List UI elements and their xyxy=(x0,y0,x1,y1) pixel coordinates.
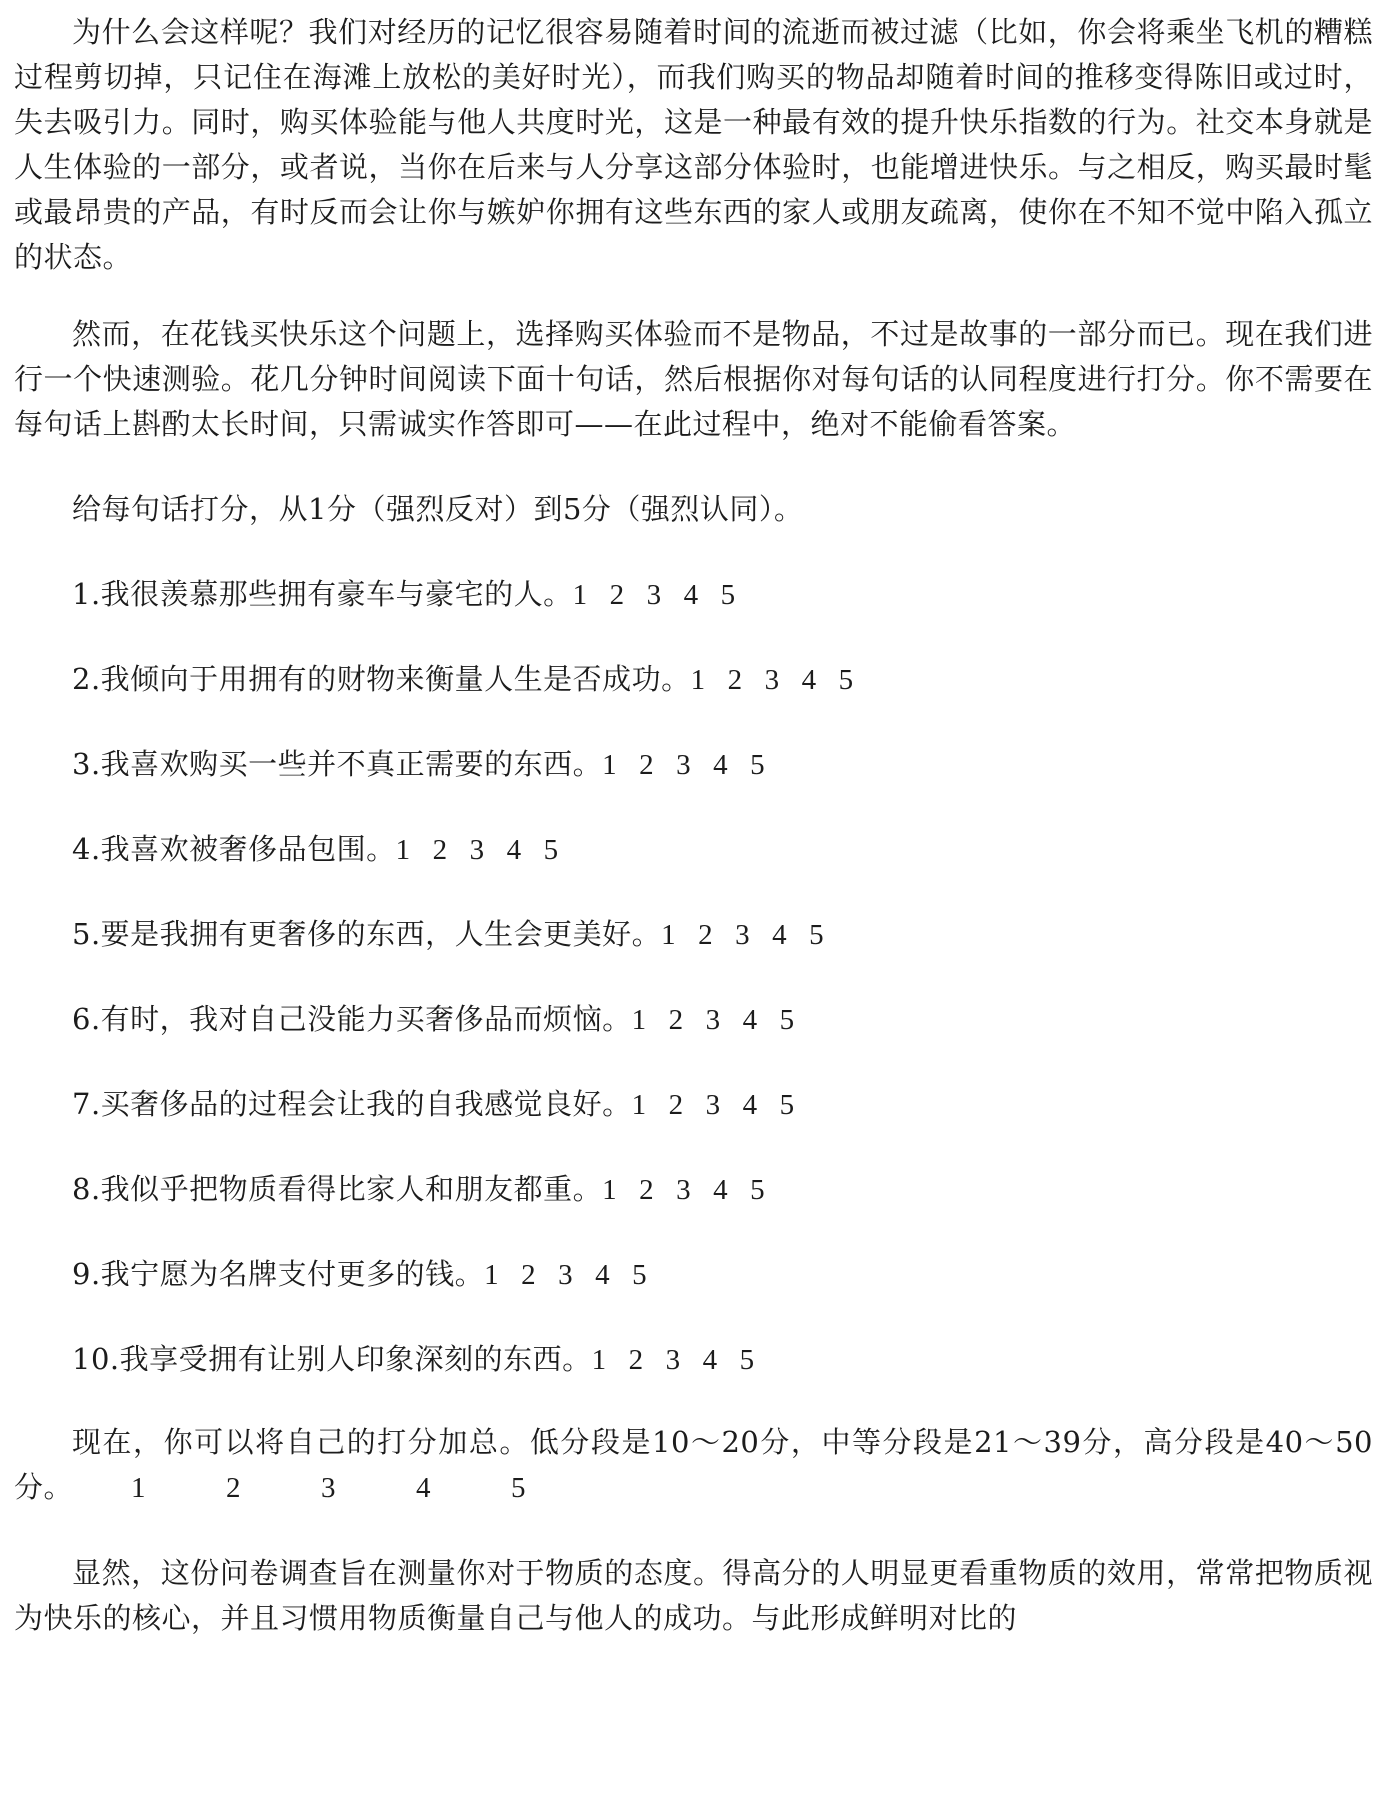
rating-scale xyxy=(632,1002,817,1036)
rating-4: 4 xyxy=(801,664,817,696)
rating-scale xyxy=(592,1342,777,1376)
rating-3: 3 xyxy=(321,1472,337,1504)
rating-4: 4 xyxy=(506,834,522,866)
rating-1: 1 xyxy=(631,1089,647,1121)
quiz-item xyxy=(14,1252,1373,1337)
rating-1: 1 xyxy=(631,1004,647,1036)
rating-3: 3 xyxy=(665,1344,681,1376)
rating-1: 1 xyxy=(484,1259,500,1291)
rating-1: 1 xyxy=(690,664,706,696)
quiz-items-list xyxy=(14,572,1373,1382)
rating-1: 1 xyxy=(395,834,411,866)
quiz-item xyxy=(14,912,1373,997)
rating-5: 5 xyxy=(809,919,825,951)
paragraph-total xyxy=(14,1420,1373,1511)
paragraph-instruction: 给每句话打分，从1分（强烈反对）到5分（强烈认同）。 xyxy=(72,492,804,526)
rating-4: 4 xyxy=(702,1344,718,1376)
quiz-item-text: 3.我喜欢购买一些并不真正需要的东西。 xyxy=(72,747,603,781)
rating-5: 5 xyxy=(750,1174,766,1206)
quiz-item xyxy=(14,1082,1373,1167)
rating-3: 3 xyxy=(764,664,780,696)
rating-3: 3 xyxy=(735,919,751,951)
rating-4: 4 xyxy=(595,1259,611,1291)
paragraph-intro: 为什么会这样呢？我们对经历的记忆很容易随着时间的流逝而被过滤（比如，你会将乘坐飞机的糟糕过程剪切掉，只记住在海滩上放松的美好时光），而我们购买的物品却随着时间的推移变得陈旧或过时，失去吸引力。同时，购买体验能与他人共度时光，这是一种最有效的提升快乐指数的行为。社交本身就是人生体验的一部分，或者说，当你在后来与人分享这部分体验时，也能增进快乐。与之相反，购买最时髦或最昂贵的产品，有时反而会让你与嫉妒你拥有这些东西的家人或朋友疏离，使你在不知不觉中陷入孤立的状态。 xyxy=(14,15,1373,274)
rating-4: 4 xyxy=(416,1472,432,1504)
rating-5: 5 xyxy=(739,1344,755,1376)
rating-2: 2 xyxy=(521,1259,537,1291)
rating-scale xyxy=(691,662,876,696)
rating-3: 3 xyxy=(469,834,485,866)
rating-2: 2 xyxy=(727,664,743,696)
rating-2: 2 xyxy=(698,919,714,951)
quiz-item xyxy=(14,1167,1373,1252)
rating-5: 5 xyxy=(543,834,559,866)
rating-4: 4 xyxy=(713,749,729,781)
rating-2: 2 xyxy=(639,749,655,781)
rating-scale xyxy=(73,1470,548,1504)
rating-4: 4 xyxy=(713,1174,729,1206)
quiz-item-text: 7.买奢侈品的过程会让我的自我感觉良好。 xyxy=(72,1087,632,1121)
rating-2: 2 xyxy=(639,1174,655,1206)
paragraph-quiz-intro: 然而，在花钱买快乐这个问题上，选择购买体验而不是物品，不过是故事的一部分而已。现在我们进行一个快速测验。花几分钟时间阅读下面十句话，然后根据你对每句话的认同程度进行打分。你不需要在每句话上斟酌太长时间，只需诚实作答即可——在此过程中，绝对不能偷看答案。 xyxy=(14,317,1373,441)
rating-scale xyxy=(602,1172,787,1206)
rating-2: 2 xyxy=(226,1472,242,1504)
rating-1: 1 xyxy=(572,579,588,611)
quiz-item xyxy=(14,742,1373,827)
rating-2: 2 xyxy=(432,834,448,866)
rating-scale xyxy=(396,832,581,866)
quiz-item-text: 5.要是我拥有更奢侈的东西，人生会更美好。 xyxy=(72,917,662,951)
quiz-item-text: 6.有时，我对自己没能力买奢侈品而烦恼。 xyxy=(72,1002,632,1036)
rating-4: 4 xyxy=(742,1004,758,1036)
quiz-item-text: 2.我倾向于用拥有的财物来衡量人生是否成功。 xyxy=(72,662,691,696)
rating-2: 2 xyxy=(668,1089,684,1121)
rating-5: 5 xyxy=(838,664,854,696)
rating-2: 2 xyxy=(628,1344,644,1376)
quiz-item xyxy=(14,827,1373,912)
rating-5: 5 xyxy=(779,1004,795,1036)
rating-1: 1 xyxy=(602,1174,618,1206)
rating-scale xyxy=(573,577,758,611)
quiz-item xyxy=(14,1337,1373,1382)
rating-3: 3 xyxy=(558,1259,574,1291)
rating-2: 2 xyxy=(668,1004,684,1036)
rating-3: 3 xyxy=(676,1174,692,1206)
rating-1: 1 xyxy=(661,919,677,951)
rating-4: 4 xyxy=(742,1089,758,1121)
rating-1: 1 xyxy=(131,1472,147,1504)
quiz-item xyxy=(14,657,1373,742)
rating-scale xyxy=(632,1087,817,1121)
rating-3: 3 xyxy=(646,579,662,611)
rating-scale xyxy=(661,917,846,951)
rating-4: 4 xyxy=(772,919,788,951)
rating-1: 1 xyxy=(591,1344,607,1376)
quiz-item-text: 10.我享受拥有让别人印象深刻的东西。 xyxy=(72,1342,592,1376)
rating-1: 1 xyxy=(602,749,618,781)
quiz-item-text: 1.我很羡慕那些拥有豪车与豪宅的人。 xyxy=(72,577,573,611)
quiz-item-text: 8.我似乎把物质看得比家人和朋友都重。 xyxy=(72,1172,603,1206)
rating-5: 5 xyxy=(720,579,736,611)
rating-4: 4 xyxy=(683,579,699,611)
quiz-item-text: 9.我宁愿为名牌支付更多的钱。 xyxy=(72,1257,485,1291)
rating-5: 5 xyxy=(750,749,766,781)
quiz-item-text: 4.我喜欢被奢侈品包围。 xyxy=(72,832,396,866)
quiz-item xyxy=(14,572,1373,657)
rating-3: 3 xyxy=(705,1089,721,1121)
paragraph-conclusion: 显然，这份问卷调查旨在测量你对于物质的态度。得高分的人明显更看重物质的效用，常常把物质视为快乐的核心，并且习惯用物质衡量自己与他人的成功。与此形成鲜明对比的 xyxy=(14,1556,1373,1635)
rating-5: 5 xyxy=(511,1472,527,1504)
rating-3: 3 xyxy=(676,749,692,781)
paragraph-total-text: 现在，你可以将自己的打分加总。低分段是10～20分，中等分段是21～39分，高分段是40～50分。 xyxy=(14,1425,1373,1504)
rating-2: 2 xyxy=(609,579,625,611)
rating-scale xyxy=(602,747,787,781)
rating-5: 5 xyxy=(779,1089,795,1121)
quiz-item xyxy=(14,997,1373,1082)
rating-5: 5 xyxy=(632,1259,648,1291)
rating-scale xyxy=(484,1257,669,1291)
rating-3: 3 xyxy=(705,1004,721,1036)
